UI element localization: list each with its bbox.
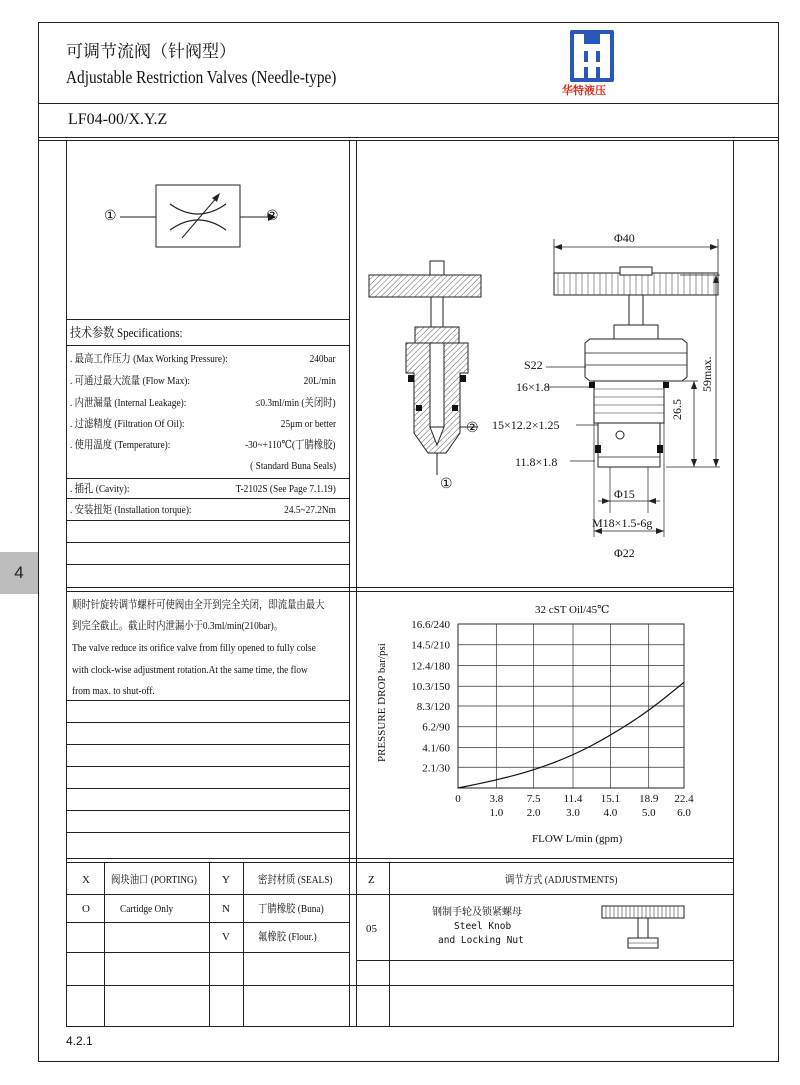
y-tick-label: 2.1/30 (422, 762, 450, 775)
desc-rule (66, 832, 349, 833)
order-col (243, 862, 244, 1026)
section-tab[interactable]: 4 (0, 552, 38, 594)
model-rule-2 (38, 140, 779, 141)
dim-phi22: Φ22 (614, 546, 635, 560)
desc-cn-2: 到完全截止。截止时内泄漏小于0.3ml/min(210bar)。 (72, 620, 284, 632)
page-number: 4.2.1 (66, 1034, 93, 1048)
desc-en-3: from max. to shut-off. (72, 685, 155, 697)
order-col (349, 858, 350, 1026)
dim-phi40: Φ40 (614, 231, 635, 245)
x-tick-label: 7.5 (526, 793, 541, 805)
spec-value: 24.5~27.2Nm (284, 504, 336, 516)
dim-oring-16: 16×1.8 (516, 380, 550, 394)
x-tick-gpm-label: 6.0 (677, 807, 691, 819)
outer-left (38, 22, 39, 1062)
order-adj-en1: Steel Knob (454, 921, 512, 932)
dim-thread: M18×1.5-6g (592, 516, 653, 530)
order-col (389, 862, 390, 1026)
chart-xlabel: FLOW L/min (gpm) (532, 833, 623, 845)
outer-right (778, 22, 779, 1062)
order-adj-cn: 钢制手轮及锁紧螺母 (432, 907, 522, 918)
center-divider-a (349, 140, 350, 858)
outer-bottom (38, 1061, 779, 1062)
desc-rule (66, 788, 349, 789)
order-z-value: 05 (366, 923, 377, 935)
y-tick-label: 10.3/150 (411, 681, 450, 694)
order-y-n: N (222, 903, 230, 915)
dim-phi15: Φ15 (614, 487, 635, 501)
order-y-v: V (222, 931, 230, 943)
symbol-port-1: ① (104, 209, 117, 224)
x-tick-gpm-label: 2.0 (526, 807, 541, 819)
order-porting-value: Cartidge Only (120, 903, 174, 915)
model-code: LF04-00/X.Y.Z (68, 111, 168, 128)
spec-rule (66, 564, 349, 565)
order-rule (357, 960, 734, 961)
desc-rule (66, 744, 349, 745)
spec-label: . 安装扭矩 (Installation torque): (70, 504, 192, 516)
outer-top (38, 22, 779, 23)
company-logo (566, 26, 618, 86)
desc-en-1: The valve reduce its orifice valve from filly opened to fully colse (72, 642, 316, 654)
specs-heading: 技术参数 Specifications: (70, 325, 183, 340)
symbol-port-2: ② (266, 209, 279, 224)
spec-value: 240bar (310, 353, 336, 365)
series-line (458, 682, 684, 788)
y-tick-label: 16.6/240 (411, 619, 450, 631)
order-adj-en2: and Locking Nut (438, 935, 524, 946)
title-en: Adjustable Restriction Valves (Needle-type) (66, 67, 337, 87)
order-rule (66, 952, 349, 953)
order-col (104, 862, 105, 1026)
x-tick-label: 0 (455, 793, 461, 805)
middle-rule-2 (66, 591, 734, 592)
x-tick-gpm-label: 3.0 (566, 807, 580, 819)
order-x-value: O (82, 903, 90, 915)
spec-label: . 过滤精度 (Filtration Of Oil): (70, 418, 185, 430)
spec-value: 20L/min (303, 375, 336, 387)
header-rule (38, 103, 779, 104)
chart-title: 32 cST Oil/45℃ (535, 604, 610, 616)
order-rule (66, 894, 734, 895)
dim-59max: 59max. (700, 356, 714, 392)
spec-label: . 最高工作压力 (Max Working Pressure): (70, 353, 228, 365)
valve-section-drawing (360, 255, 500, 500)
spec-label: . 可通过最大流量 (Flow Max): (70, 375, 190, 387)
order-rule (66, 922, 349, 923)
order-x-header: X (82, 874, 90, 886)
order-seal-n: 丁腈橡胶 (Buna) (258, 903, 324, 915)
desc-rule (66, 722, 349, 723)
x-tick-gpm-label: 4.0 (603, 807, 618, 819)
order-porting-header: 阀块油口 (PORTING) (111, 874, 197, 886)
section-port-2: ② (466, 421, 479, 436)
y-tick-label: 4.1/60 (422, 742, 450, 755)
x-tick-gpm-label: 1.0 (489, 807, 504, 819)
x-tick-label: 18.9 (639, 793, 659, 805)
x-tick-label: 22.4 (674, 793, 694, 805)
desc-en-2: with clock-wise adjustment rotation.At the same time, the flow (72, 664, 308, 676)
spec-rule (66, 345, 349, 346)
spec-value: 25μm or better (280, 418, 336, 430)
x-tick-gpm-label: 5.0 (641, 807, 656, 819)
chart-ylabel: PRESSURE DROP bar/psi (376, 643, 388, 762)
x-tick-label: 15.1 (600, 793, 620, 805)
x-tick-label: 11.4 (563, 793, 583, 805)
order-y-header: Y (222, 874, 230, 886)
spec-value: -30~+110℃(丁腈橡胶) (245, 439, 336, 451)
spec-rule (66, 498, 349, 499)
section-port-1: ① (440, 477, 453, 492)
y-tick-label: 8.3/120 (416, 701, 450, 713)
inner-bottom (66, 1026, 734, 1027)
desc-rule (66, 810, 349, 811)
knob-illustration (598, 902, 688, 954)
desc-rule (66, 700, 349, 701)
spec-value: ≤0.3ml/min (关闭时) (255, 397, 336, 409)
center-divider-b (356, 140, 357, 858)
y-tick-label: 6.2/90 (422, 721, 450, 734)
dim-oring-11: 11.8×1.8 (515, 455, 558, 469)
pressure-drop-chart (370, 612, 720, 852)
spec-rule (66, 319, 349, 320)
order-z-header: Z (368, 874, 375, 886)
spec-label: . 插孔 (Cavity): (70, 483, 130, 495)
middle-rule (66, 587, 734, 588)
dim-s22: S22 (524, 358, 543, 372)
spec-rule (66, 542, 349, 543)
model-rule (38, 137, 779, 138)
spec-label: . 使用温度 (Temperature): (70, 439, 171, 451)
spec-value: ( Standard Buna Seals) (250, 460, 336, 472)
order-adj-header: 调节方式 (ADJUSTMENTS) (505, 874, 618, 886)
dim-26-5: 26.5 (670, 399, 684, 420)
x-tick-label: 3.8 (489, 793, 504, 805)
brand-name: 华特液压 (562, 84, 606, 97)
dim-oring-15: 15×12.2×1.25 (492, 418, 560, 432)
order-seal-v: 氟橡胶 (Flour.) (258, 931, 317, 943)
order-rule (66, 858, 734, 859)
order-col (356, 858, 357, 1026)
y-tick-label: 12.4/180 (411, 660, 450, 673)
desc-cn-1: 顺时针旋转调节螺杆可使阀由全开到完全关闭，即流量由最大 (72, 599, 325, 611)
order-rule (66, 985, 734, 986)
title-cn: 可调节流阀（针阀型） (66, 42, 236, 61)
spec-rule (66, 478, 349, 479)
spec-label: . 内泄漏量 (Internal Leakage): (70, 397, 187, 409)
desc-rule (66, 766, 349, 767)
spec-rule (66, 520, 349, 521)
order-seals-header: 密封材质 (SEALS) (258, 874, 333, 886)
y-tick-label: 14.5/210 (411, 639, 450, 652)
order-rule (66, 862, 734, 863)
spec-value: T-2102S (See Page 7.1.19) (235, 483, 336, 495)
valve-outline-drawing (480, 225, 730, 565)
